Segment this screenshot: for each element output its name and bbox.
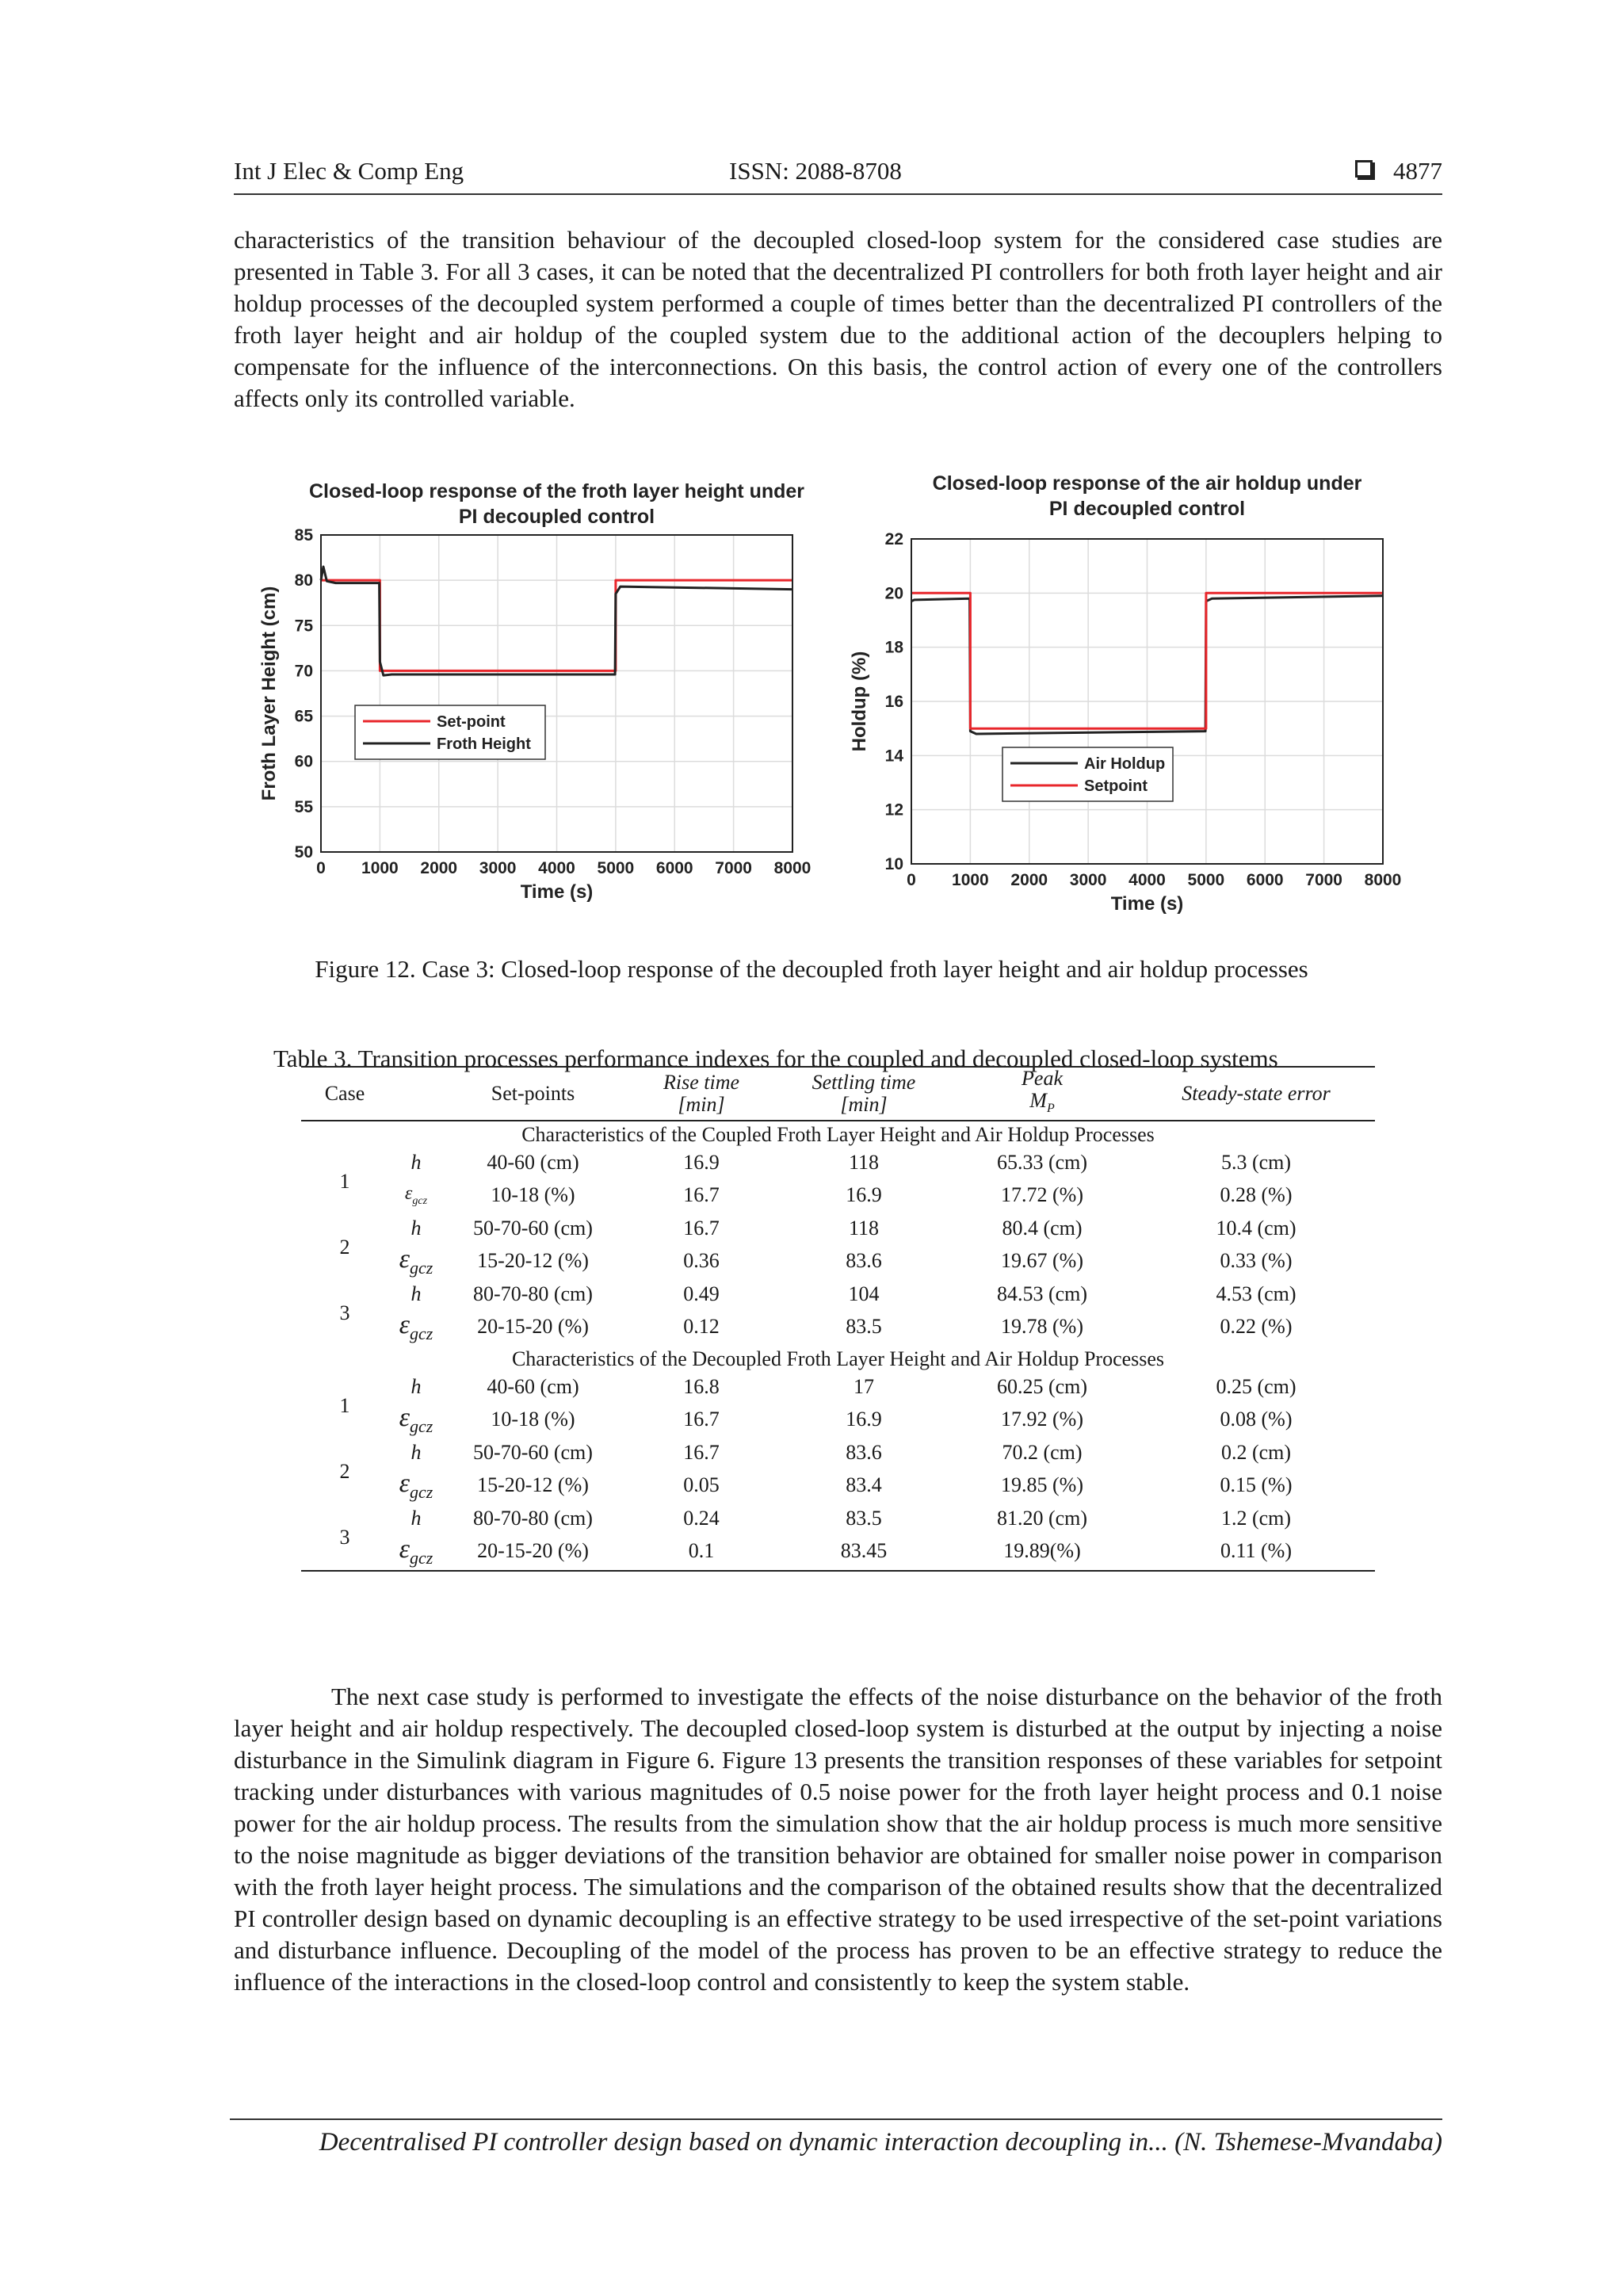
rise-time-cell: 0.49	[683, 1282, 720, 1305]
y-tick-label: 85	[294, 526, 313, 544]
variable-epsilon: $\varepsilon_{gcz}$	[404, 1182, 428, 1207]
y-tick-label: 12	[884, 800, 903, 819]
case-number: 2	[339, 1459, 350, 1483]
x-tick-label: 2000	[1010, 871, 1048, 889]
x-tick-label: 8000	[773, 859, 812, 877]
footer-text: Decentralised PI controller design based on dynamic interaction decoupling in... (N. Tshemese-Mvandaba)	[319, 2128, 1442, 2157]
x-tick-label: 8000	[1364, 871, 1402, 889]
peak-cell: 19.78 (%)	[1001, 1315, 1083, 1339]
variable-h: h	[411, 1216, 422, 1240]
settling-time-cell: 118	[848, 1216, 880, 1240]
header-steady-state-error: Steady-state error	[1182, 1082, 1331, 1106]
x-tick-label: 1000	[952, 871, 989, 889]
y-tick-label: 75	[294, 617, 313, 636]
peak-cell: 17.72 (%)	[1001, 1183, 1083, 1207]
table-row	[301, 1176, 1375, 1214]
paragraph-noise: The next case study is performed to investigate the effects of the noise disturbance on the behavior of the froth layer height and air holdup respectively. The decoupled closed-loop system is disturbed at the output by injecting a noise disturbance in the Simulink diagram in Figure 6. Figure 13 presents the transition responses of these variables for setpoint tracking under disturbances with various magnitudes of 0.5 noise power for the froth layer height process and 0.1 noise power for the air holdup process. The results from the simulation show that the air holdup process is much more sensitive to the noise magnitude as bigger deviations of the transition behavior are obtained for smaller noise power in comparison with the froth layer height process. The simulations and the comparison of the obtained results show that the decentralized PI controller design based on dynamic decoupling is an effective strategy to be used irrespective of the set-point variations and disturbance influence. Decoupling of the model of the process has proven to be an effective strategy to reduce the influence of the interactions in the closed-loop control and consistently to keep the system stable.	[234, 1683, 1442, 1996]
peak-cell: 80.4 (cm)	[1002, 1216, 1083, 1240]
y-axis-label: Froth Layer Height (cm)	[258, 586, 280, 801]
journal-name: Int J Elec & Comp Eng	[234, 157, 464, 185]
legend-label: Air Holdup	[1084, 755, 1166, 773]
y-tick-label: 65	[294, 707, 313, 726]
steady-state-error-cell: 0.22 (%)	[1220, 1315, 1293, 1339]
header-setpoints: Set-points	[491, 1082, 575, 1106]
peak-cell: 70.2 (cm)	[1002, 1440, 1083, 1464]
page-number: 4877	[1393, 157, 1442, 185]
peak-cell: 17.92 (%)	[1001, 1408, 1083, 1431]
table-caption: Table 3. Transition processes performance indexes for the coupled and decoupled closed-loop systems	[273, 1045, 1278, 1072]
x-tick-label: 7000	[715, 859, 752, 877]
chart-legend	[355, 705, 545, 759]
y-tick-label: 80	[294, 571, 313, 590]
case-number: 1	[339, 1393, 350, 1417]
setpoint-cell: 10-18 (%)	[491, 1408, 575, 1431]
y-tick-label: 18	[884, 638, 903, 657]
chart-legend	[1002, 747, 1173, 801]
steady-state-error-cell: 4.53 (cm)	[1216, 1282, 1296, 1305]
variable-h: h	[411, 1440, 422, 1464]
section-coupled	[301, 1121, 1375, 1148]
header-case: Case	[324, 1082, 365, 1106]
steady-state-error-cell: 0.2 (cm)	[1220, 1440, 1292, 1464]
legend-label: Froth Height	[437, 735, 531, 753]
variable-epsilon: $\varepsilon_{gcz}$	[399, 1534, 433, 1568]
page-header	[234, 155, 1442, 195]
x-tick-label: 4000	[1128, 871, 1166, 889]
rise-time-cell: 16.7	[683, 1408, 720, 1431]
table-row	[301, 1214, 1375, 1242]
setpoint-cell: 80-70-80 (cm)	[473, 1282, 593, 1305]
steady-state-error-cell: 0.33 (%)	[1220, 1249, 1293, 1273]
y-tick-label: 14	[884, 747, 903, 766]
header-rise-time: Rise time [min]	[663, 1071, 740, 1117]
steady-state-error-cell: 5.3 (cm)	[1220, 1150, 1292, 1174]
settling-time-cell: 118	[848, 1150, 880, 1174]
table-row	[301, 1280, 1375, 1308]
x-axis-label: Time (s)	[1110, 893, 1184, 915]
chart-title: PI decoupled control	[458, 506, 655, 528]
setpoint-cell: 40-60 (cm)	[487, 1150, 579, 1174]
settling-time-cell: 83.5	[846, 1315, 882, 1339]
setpoint-cell: 80-70-80 (cm)	[473, 1506, 593, 1530]
rise-time-cell: 0.12	[683, 1315, 720, 1339]
peak-cell: 19.85 (%)	[1001, 1473, 1083, 1497]
peak-cell: 65.33 (cm)	[996, 1150, 1088, 1174]
figure-caption: Figure 12. Case 3: Closed-loop response of the decoupled froth layer height and air holdup processes	[315, 955, 1308, 983]
performance-table	[301, 1066, 1375, 1572]
header-var	[388, 1067, 444, 1121]
setpoint-cell: 15-20-12 (%)	[477, 1473, 589, 1497]
x-tick-label: 4000	[538, 859, 575, 877]
issn: ISSN: 2088-8708	[729, 157, 902, 185]
x-tick-label: 5000	[597, 859, 635, 877]
y-tick-label: 50	[294, 843, 313, 861]
settling-time-cell: 83.45	[840, 1539, 888, 1563]
header-peak: Peak $M_P$	[1022, 1067, 1063, 1116]
steady-state-error-cell: 0.28 (%)	[1220, 1183, 1293, 1207]
variable-epsilon: $\varepsilon_{gcz}$	[399, 1244, 433, 1278]
peak-cell: 19.89(%)	[1003, 1539, 1081, 1563]
y-tick-label: 60	[294, 752, 313, 771]
chart-air-holdup	[848, 468, 1423, 935]
y-axis-label: Holdup (%)	[849, 651, 870, 752]
rise-time-cell: 16.7	[683, 1216, 720, 1240]
settling-time-cell: 83.6	[846, 1249, 882, 1273]
table-row	[301, 1148, 1375, 1176]
section-title: Characteristics of the Coupled Froth Layer Height and Air Holdup Processes	[521, 1123, 1155, 1147]
settling-time-cell: 83.4	[846, 1473, 882, 1497]
rise-time-cell: 16.7	[683, 1440, 720, 1464]
variable-h: h	[411, 1282, 422, 1305]
legend-label: Set-point	[437, 713, 506, 731]
variable-epsilon: $\varepsilon_{gcz}$	[399, 1309, 433, 1343]
table-row	[301, 1438, 1375, 1466]
x-tick-label: 3000	[1069, 871, 1107, 889]
setpoint-cell: 20-15-20 (%)	[477, 1315, 589, 1339]
settling-time-cell: 17	[854, 1374, 874, 1398]
table-row	[301, 1308, 1375, 1346]
rise-time-cell: 16.8	[683, 1374, 720, 1398]
x-tick-label: 2000	[420, 859, 458, 877]
y-tick-label: 10	[884, 855, 903, 873]
variable-epsilon: $\varepsilon_{gcz}$	[399, 1468, 433, 1502]
steady-state-error-cell: 0.25 (cm)	[1216, 1374, 1296, 1398]
paragraph-intro: characteristics of the transition behaviour of the decoupled closed-loop system for the considered case studies are presented in Table 3. For all 3 cases, it can be noted that the decentralized PI controllers for both froth layer height and air holdup processes of the decoupled system performed a couple of times better than the decentralized PI controllers of the froth layer height and air holdup of the coupled system due to the additional action of the decouplers helping to compensate for the influence of the interconnections. On this basis, the control action of every one of the controllers affects only its controlled variable.	[234, 226, 1442, 412]
y-tick-label: 22	[884, 530, 903, 548]
steady-state-error-cell: 10.4 (cm)	[1216, 1216, 1296, 1240]
rise-time-cell: 16.9	[683, 1150, 720, 1174]
chart-title: Closed-loop response of the air holdup under	[932, 472, 1362, 495]
peak-cell: 81.20 (cm)	[996, 1506, 1088, 1530]
setpoint-cell: 50-70-60 (cm)	[473, 1440, 593, 1464]
legend-label: Setpoint	[1084, 777, 1148, 795]
setpoint-cell: 50-70-60 (cm)	[473, 1216, 593, 1240]
variable-h: h	[411, 1374, 422, 1398]
y-tick-label: 20	[884, 584, 903, 603]
setpoint-cell: 10-18 (%)	[491, 1183, 575, 1207]
settling-time-cell: 16.9	[846, 1183, 882, 1207]
rise-time-cell: 0.36	[683, 1249, 720, 1273]
peak-cell: 60.25 (cm)	[996, 1374, 1088, 1398]
table-row	[301, 1400, 1375, 1438]
table-row	[301, 1373, 1375, 1400]
x-tick-label: 6000	[655, 859, 693, 877]
section-decoupled	[301, 1346, 1375, 1373]
steady-state-error-cell: 1.2 (cm)	[1220, 1506, 1292, 1530]
steady-state-error-cell: 0.15 (%)	[1220, 1473, 1293, 1497]
y-tick-label: 16	[884, 693, 903, 711]
steady-state-error-cell: 0.11 (%)	[1220, 1539, 1292, 1563]
rise-time-cell: 16.7	[683, 1183, 720, 1207]
x-tick-label: 0	[316, 859, 326, 877]
variable-h: h	[411, 1150, 422, 1174]
x-tick-label: 7000	[1305, 871, 1342, 889]
y-tick-label: 70	[294, 662, 313, 681]
settling-time-cell: 104	[848, 1282, 880, 1305]
case-number: 2	[339, 1235, 350, 1259]
setpoint-cell: 20-15-20 (%)	[477, 1539, 589, 1563]
settling-time-cell: 16.9	[846, 1408, 882, 1431]
rise-time-cell: 0.05	[683, 1473, 720, 1497]
case-number: 3	[339, 1525, 350, 1549]
chart-froth-height	[258, 476, 832, 927]
x-tick-label: 3000	[479, 859, 517, 877]
x-tick-label: 1000	[361, 859, 399, 877]
steady-state-error-cell: 0.08 (%)	[1220, 1408, 1293, 1431]
chart-title: Closed-loop response of the froth layer height under	[308, 480, 805, 502]
table-row	[301, 1466, 1375, 1504]
case-number: 3	[339, 1301, 350, 1324]
rise-time-cell: 0.1	[688, 1539, 715, 1563]
case-number: 1	[339, 1169, 350, 1193]
setpoint-cell: 15-20-12 (%)	[477, 1249, 589, 1273]
variable-h: h	[411, 1506, 422, 1530]
peak-cell: 19.67 (%)	[1001, 1249, 1083, 1273]
y-tick-label: 55	[294, 797, 313, 816]
x-tick-label: 5000	[1187, 871, 1225, 889]
table-row	[301, 1532, 1375, 1571]
table-header-row	[301, 1067, 1375, 1121]
chart-title: PI decoupled control	[1048, 498, 1246, 520]
x-tick-label: 0	[907, 871, 916, 889]
header-settling-time: Settling time [min]	[812, 1071, 916, 1117]
checkbox-square-icon	[1355, 160, 1373, 178]
settling-time-cell: 83.5	[846, 1506, 882, 1530]
x-axis-label: Time (s)	[520, 881, 594, 903]
settling-time-cell: 83.6	[846, 1440, 882, 1464]
variable-epsilon: $\varepsilon_{gcz}$	[399, 1402, 433, 1436]
table-row	[301, 1242, 1375, 1280]
page-footer	[230, 2118, 1442, 2157]
table-row	[301, 1504, 1375, 1532]
rise-time-cell: 0.24	[683, 1506, 720, 1530]
table-container	[301, 1066, 1375, 1572]
setpoint-cell: 40-60 (cm)	[487, 1374, 579, 1398]
section-title: Characteristics of the Decoupled Froth Layer Height and Air Holdup Processes	[511, 1347, 1165, 1371]
x-tick-label: 6000	[1246, 871, 1284, 889]
peak-cell: 84.53 (cm)	[996, 1282, 1088, 1305]
